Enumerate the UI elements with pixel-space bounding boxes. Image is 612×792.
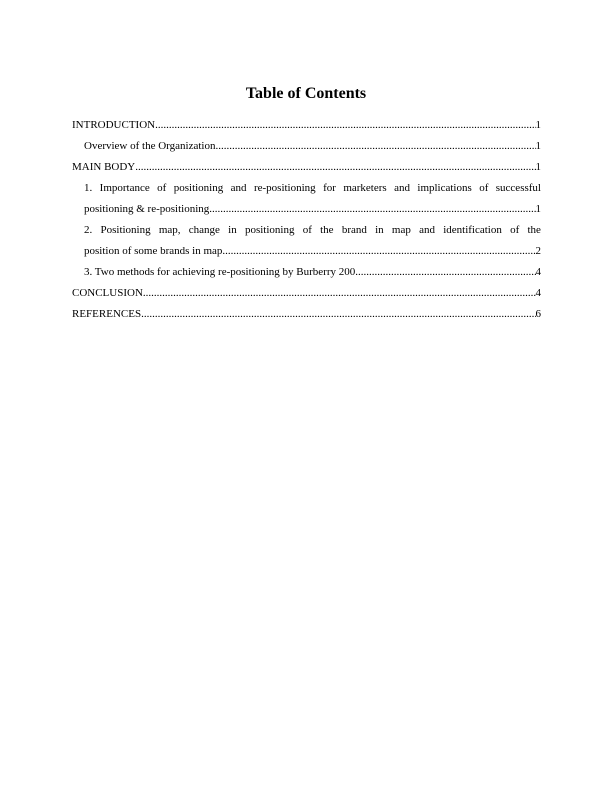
toc-word: Importance (99, 182, 150, 194)
toc-word: of (302, 224, 312, 236)
toc-word: change (188, 224, 220, 236)
toc-page-number: 1 (535, 140, 541, 152)
toc-word: identification (443, 224, 502, 236)
toc-word: of (479, 182, 489, 194)
page-title: Table of Contents (245, 85, 367, 102)
toc-page-number: 4 (535, 287, 541, 299)
toc-entry-first-line (84, 220, 541, 241)
toc-entry-label: MAIN BODY (72, 161, 136, 173)
toc-entry-first-line (84, 178, 541, 199)
toc-entry-conclusion[interactable] (72, 283, 541, 304)
toc-entry-introduction[interactable] (72, 115, 541, 136)
toc-word: and (394, 182, 410, 194)
toc-word: in (375, 224, 384, 236)
toc-page-number: 1 (535, 203, 541, 215)
toc-word: map, (158, 224, 181, 236)
dot-leader (215, 136, 535, 157)
toc-word: 1. (84, 182, 93, 194)
toc-entry-main-body[interactable] (72, 157, 541, 178)
table-of-contents (72, 115, 541, 325)
toc-entry-label: REFERENCES (72, 308, 142, 320)
toc-word: and (419, 224, 435, 236)
toc-entry-second-line (84, 241, 541, 262)
toc-word: 2. (84, 224, 93, 236)
toc-word: positioning (173, 182, 224, 194)
toc-word: marketers (343, 182, 387, 194)
toc-word: positioning (244, 224, 295, 236)
toc-entry-label: 3. Two methods for achieving re-positioning by Burberry 200 (84, 266, 356, 278)
toc-word: of (157, 182, 167, 194)
toc-page-number: 6 (535, 308, 541, 320)
toc-word: the (320, 224, 334, 236)
toc-entry-label: positioning & re-positioning (84, 203, 210, 215)
toc-entry-overview[interactable] (72, 136, 541, 157)
toc-page-number: 4 (535, 266, 541, 278)
dot-leader (222, 241, 535, 262)
dot-leader (209, 199, 535, 220)
dot-leader (141, 304, 535, 325)
toc-word: for (323, 182, 336, 194)
toc-entry-two-methods[interactable] (72, 262, 541, 283)
dot-leader (355, 262, 535, 283)
toc-entry-second-line (84, 199, 541, 220)
toc-page-number: 1 (535, 161, 541, 173)
toc-entry-importance-of-positioning[interactable] (72, 178, 541, 220)
toc-entry-positioning-map[interactable] (72, 220, 541, 262)
toc-word: brand (341, 224, 367, 236)
toc-word: implications (417, 182, 472, 194)
toc-word: the (527, 224, 541, 236)
toc-word: of (510, 224, 520, 236)
toc-entry-label: CONCLUSION (72, 287, 143, 299)
toc-entry-label: position of some brands in map (84, 245, 223, 257)
dot-leader (155, 115, 535, 136)
toc-word: in (228, 224, 237, 236)
dot-leader (135, 157, 535, 178)
toc-word: map (391, 224, 411, 236)
toc-word: re-positioning (253, 182, 316, 194)
toc-word: successful (495, 182, 541, 194)
toc-page-number: 2 (535, 245, 541, 257)
toc-entry-label: INTRODUCTION (72, 119, 156, 131)
toc-word: and (230, 182, 247, 194)
toc-entry-references[interactable] (72, 304, 541, 325)
toc-entry-label: Overview of the Organization (84, 140, 216, 152)
toc-page-number: 1 (535, 119, 541, 131)
toc-word: Positioning (100, 224, 151, 236)
dot-leader (143, 283, 536, 304)
